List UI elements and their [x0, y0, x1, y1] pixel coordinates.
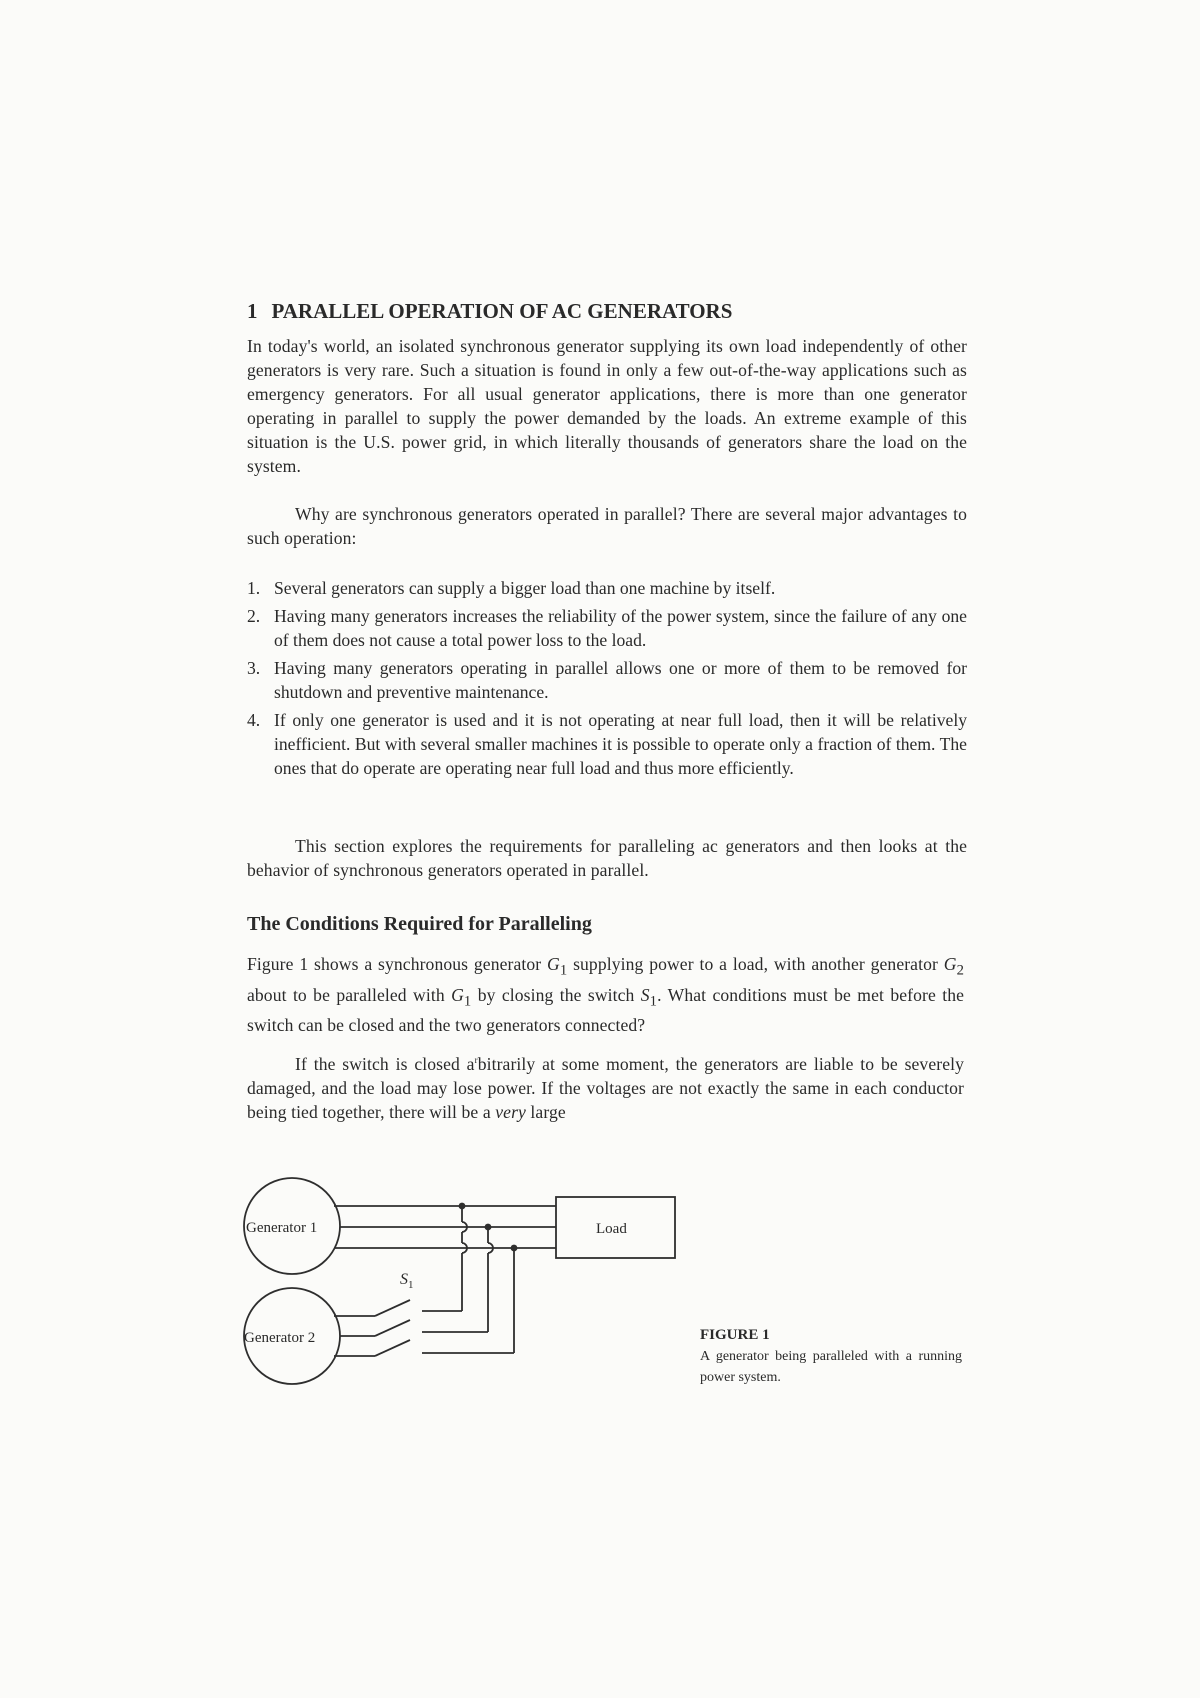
- list-item: [247, 708, 967, 780]
- switch-label: $S_1$: [400, 1271, 414, 1291]
- list-item-text: If only one generator is used and it is not operating at near full load, then it will be relatively inefficient. But with several smaller machines it is possible to operate only a fraction of them. The ones that do operate are operating near full load and thus more efficiently.: [274, 710, 967, 778]
- switch-paragraph: If the switch is closed $a^rbitrarily$ at some moment, the generators are liable to be severely damaged, and the load may lose power. If the voltages are not exactly the same in each conductor being tied together, there will be a very large: [247, 1053, 964, 1122]
- figure-1: [240, 1174, 960, 1394]
- list-item-text: Having many generators increases the reliability of the power system, since the failure of any one of them does not cause a total power loss to the load.: [274, 606, 967, 650]
- list-item: [247, 604, 967, 652]
- conditions-paragraph: Figure 1 shows a synchronous generator $G_1$ supplying power to a load, with another generator $G_2$ about to be paralleled with $G_1$ by closing the switch $S_1$. What conditions must be met before the switch can be closed and the two generators connected?: [247, 954, 965, 1036]
- why-paragraph: Why are synchronous generators operated in parallel? There are several major advantages to such operation:: [247, 504, 967, 548]
- list-item-text: Having many generators operating in parallel allows one or more of them to be removed for shutdown and preventive maintenance.: [274, 658, 967, 702]
- list-item: [247, 576, 967, 600]
- circuit-diagram: [240, 1174, 680, 1394]
- section-title: PARALLEL OPERATION OF AC GENERATORS: [271, 299, 733, 323]
- generator-1-label: Generator 1: [246, 1220, 318, 1236]
- intro-paragraph: In today's world, an isolated synchronous generator supplying its own load independently of other generators is very rare. Such a situation is found in only a few out-of-the-way applications such as emergency generators. For all usual generator applications, there is more than one generator operating in parallel to supply the power demanded by the loads. An extreme example of this situation is the U.S. power grid, in which literally thousands of generators share the load on the system.: [247, 336, 967, 476]
- explores-paragraph: This section explores the requirements for paralleling ac generators and then looks at the behavior of synchronous generators operated in parallel.: [247, 836, 967, 880]
- figure-caption-text: A generator being paralleled with a running power system.: [700, 1349, 962, 1385]
- list-item-number: 3.: [247, 658, 261, 678]
- section-number: 1: [247, 299, 258, 323]
- subsection-heading: The Conditions Required for Paralleling: [247, 913, 592, 935]
- generator-2-label: Generator 2: [244, 1330, 316, 1346]
- list-item-number: 1.: [247, 578, 261, 598]
- section-heading: [247, 296, 732, 326]
- list-item-number: 2.: [247, 606, 261, 626]
- list-item-text: Several generators can supply a bigger load than one machine by itself.: [274, 578, 776, 598]
- advantages-list: [247, 576, 967, 784]
- list-item-number: 4.: [247, 710, 261, 730]
- list-item: [247, 656, 967, 704]
- figure-caption-label: FIGURE 1: [700, 1327, 770, 1343]
- load-label: Load: [596, 1221, 627, 1237]
- figure-caption: [700, 1325, 962, 1388]
